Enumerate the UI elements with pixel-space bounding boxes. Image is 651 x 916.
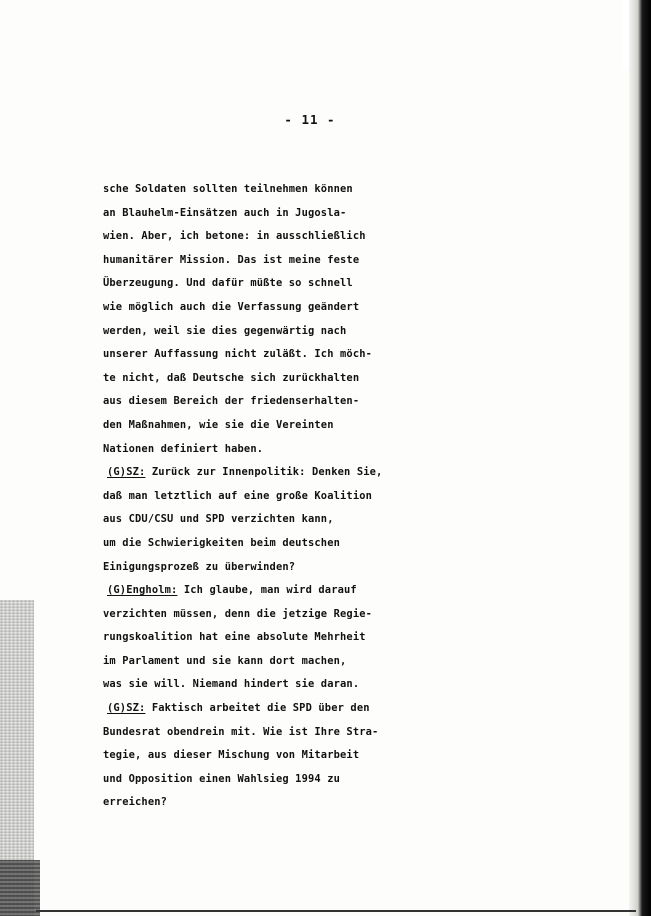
line-text: Zurück zur Innenpolitik: Denken Sie, (145, 466, 383, 479)
text-line (103, 579, 373, 603)
text-line (103, 178, 373, 202)
text-line (103, 390, 373, 414)
speaker-label: (G)Engholm: (107, 584, 178, 597)
page-number: - 11 - (284, 112, 336, 127)
line-text: wien. Aber, ich betone: in ausschließlich (103, 230, 366, 243)
line-text: an Blauhelm-Einsätzen auch in Jugosla- (103, 206, 347, 219)
line-text: Bundesrat obendrein mit. Wie ist Ihre Stra- (103, 725, 379, 738)
line-text: wie möglich auch die Verfassung geändert (103, 300, 360, 313)
line-text: um die Schwierigkeiten beim deutschen (103, 536, 341, 549)
text-line (103, 202, 373, 226)
text-line (103, 744, 373, 768)
text-line (103, 556, 373, 580)
line-text: was sie will. Niemand hindert sie daran. (103, 678, 360, 691)
line-text: sche Soldaten sollten teilnehmen können (103, 183, 353, 195)
speaker-label: (G)SZ: (107, 466, 146, 479)
line-text: daß man letztlich auf eine große Koalition (103, 489, 373, 502)
text-line (103, 650, 373, 674)
line-text: den Maßnahmen, wie sie die Vereinten (103, 418, 334, 431)
text-line (103, 367, 373, 391)
line-text: humanitärer Mission. Das ist meine feste (103, 253, 360, 266)
line-text: im Parlament und sie kann dort machen, (103, 654, 347, 667)
scan-edge-right (629, 0, 651, 916)
text-line (103, 296, 373, 320)
line-text: Nationen definiert haben. (103, 442, 264, 455)
line-text: werden, weil sie dies gegenwärtig nach (103, 324, 347, 337)
line-text: tegie, aus dieser Mischung von Mitarbeit (103, 749, 360, 762)
text-line (103, 626, 373, 650)
text-line (103, 438, 373, 462)
text-line (103, 225, 373, 249)
interview-text (103, 178, 383, 815)
text-line (103, 485, 373, 509)
text-line (103, 791, 373, 815)
text-line (103, 508, 373, 532)
text-line (103, 272, 373, 296)
text-line (103, 532, 373, 556)
line-text: erreichen? (103, 796, 168, 809)
line-text: Ich glaube, man wird darauf (177, 584, 357, 597)
text-line (103, 249, 373, 273)
line-text: aus CDU/CSU und SPD verzichten kann, (103, 513, 334, 526)
text-line (103, 320, 373, 344)
line-text: verzichten müssen, denn die jetzige Regie- (103, 607, 373, 620)
text-line (103, 673, 373, 697)
line-text: te nicht, daß Deutsche sich zurückhalten (103, 371, 360, 384)
line-text: aus diesem Bereich der friedenserhalten- (103, 395, 360, 408)
line-text: rungskoalition hat eine absolute Mehrheit (103, 631, 366, 644)
line-text: Einigungsprozeß zu überwinden? (103, 560, 296, 573)
scan-edge-bottom (36, 910, 636, 912)
speaker-label: (G)SZ: (107, 702, 146, 715)
line-text: und Opposition einen Wahlsieg 1994 zu (103, 772, 341, 785)
text-line (103, 721, 379, 745)
line-text: unserer Auffassung nicht zuläßt. Ich möch- (103, 348, 373, 361)
text-line (103, 768, 373, 792)
line-text: Überzeugung. Und dafür müßte so schnell (103, 277, 353, 290)
text-line (103, 343, 373, 367)
scan-edge-left-dark (0, 860, 40, 916)
line-text: Faktisch arbeitet die SPD über den (145, 702, 370, 715)
text-line (103, 697, 373, 721)
text-line (103, 414, 373, 438)
text-line (103, 461, 383, 485)
text-line (103, 603, 373, 627)
